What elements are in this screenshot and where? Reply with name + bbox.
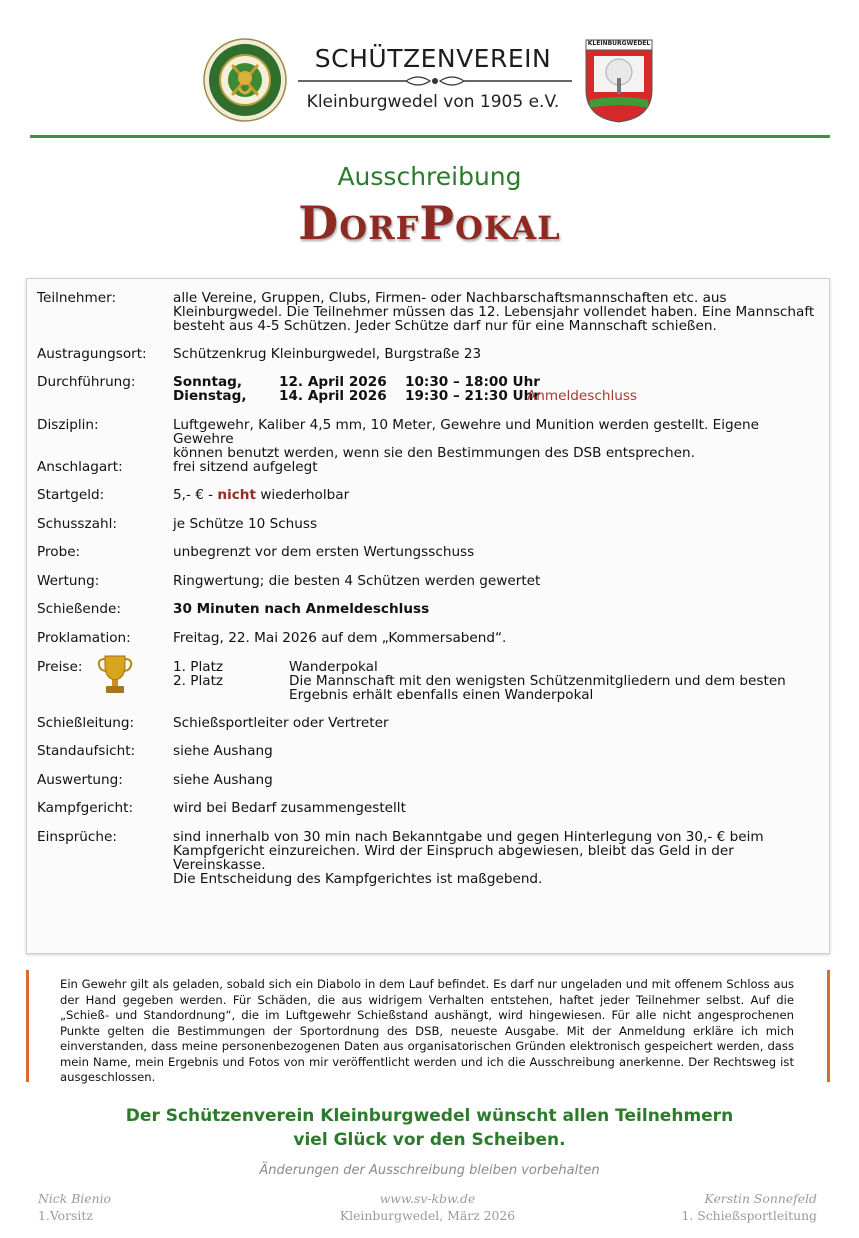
einsprueche-line: Kampfgericht einzureichen. Wird der Einspruch abgewiesen, bleibt das Geld in der Vereinskasse.: [173, 843, 734, 873]
prize-description: Ergebnis erhält ebenfalls einen Wanderpokal: [289, 687, 594, 703]
label-proklamation: Proklamation:: [37, 630, 131, 646]
prize-description: Die Mannschaft mit den wenigsten Schützenmitgliedern und dem besten: [289, 673, 786, 689]
club-name: SCHÜTZENVEREIN: [314, 44, 552, 73]
prize-place: 1. Platz: [173, 659, 224, 675]
einsprueche-line: sind innerhalb von 30 min nach Bekanntgabe und gegen Hinterlegung von 30,- € beim: [173, 829, 764, 845]
label-schiessende: Schießende:: [37, 601, 121, 617]
value-proklamation: Freitag, 22. Mai 2026 auf dem „Kommersabend“.: [173, 630, 507, 646]
teilnehmer-line: besteht aus 4-5 Schützen. Jeder Schütze darf nur für eine Mannschaft schießen.: [173, 318, 717, 334]
ornament-divider: [296, 72, 574, 90]
einsprueche-line: Die Entscheidung des Kampfgerichtes ist maßgebend.: [173, 871, 543, 887]
signature-right: [681, 1190, 817, 1224]
club-subtitle: Kleinburgwedel von 1905 e.V.: [306, 92, 560, 112]
value-durchfuehrung: [173, 375, 823, 403]
label-standaufsicht: Standaufsicht:: [37, 743, 136, 759]
prize-place: 2. Platz: [173, 673, 224, 689]
value-schiessende: 30 Minuten nach Anmeldeschluss: [173, 601, 430, 617]
footer-center: [300, 1190, 555, 1224]
value-disziplin: [173, 418, 823, 460]
teilnehmer-line: Kleinburgwedel. Die Teilnehmer müssen das 12. Lebensjahr vollendet haben. Eine Mannschaft: [173, 304, 815, 320]
label-wertung: Wertung:: [37, 573, 100, 589]
prize-row: [173, 660, 823, 674]
startgeld-amount: 5,- € -: [173, 487, 214, 503]
wish-line: viel Glück vor den Scheiben.: [293, 1130, 566, 1150]
value-austragungsort: Schützenkrug Kleinburgwedel, Burgstraße 23: [173, 346, 482, 362]
prize-description: Wanderpokal: [289, 659, 378, 675]
date-day: Sonntag,: [173, 374, 243, 390]
town-coat-of-arms: [584, 38, 654, 124]
disziplin-line: Luftgewehr, Kaliber 4,5 mm, 10 Meter, Gewehre und Munition werden gestellt. Eigene Gewehre: [173, 417, 759, 447]
row-preise: [37, 659, 817, 703]
value-einsprueche: [173, 830, 823, 886]
label-probe: Probe:: [37, 544, 81, 560]
disclaimer-box: [26, 968, 830, 1084]
coat-of-arms-label: KLEINBURGWEDEL: [587, 40, 651, 47]
date-date: 12. April 2026: [279, 374, 387, 390]
label-schiessleitung: Schießleitung:: [37, 715, 135, 731]
place-date: Kleinburgwedel, März 2026: [339, 1208, 516, 1223]
label-durchfuehrung: Durchführung:: [37, 374, 136, 390]
row-durchfuehrung: [37, 375, 817, 405]
value-schiessleitung: Schießsportleiter oder Vertreter: [173, 715, 389, 731]
date-time: 19:30 – 21:30 Uhr: [405, 388, 540, 404]
value-kampfgericht: wird bei Bedarf zusammengestellt: [173, 800, 406, 816]
event-name: DorfPokal: [298, 196, 561, 250]
label-startgeld: Startgeld:: [37, 487, 105, 503]
trophy-icon: [97, 652, 133, 696]
startgeld-highlight: nicht: [217, 487, 256, 503]
label-einsprueche: Einsprüche:: [37, 829, 117, 845]
date-time: 10:30 – 18:00 Uhr: [405, 374, 540, 390]
value-teilnehmer: [173, 291, 823, 333]
teilnehmer-line: alle Vereine, Gruppen, Clubs, Firmen- oder Nachbarschaftsmannschaften etc. aus: [173, 290, 727, 306]
header-divider: [30, 135, 830, 138]
wish-line: Der Schützenverein Kleinburgwedel wünscht allen Teilnehmern: [125, 1106, 734, 1126]
accent-bar-right: [827, 970, 830, 1082]
label-schusszahl: Schusszahl:: [37, 516, 117, 532]
value-anschlagart: frei sitzend aufgelegt: [173, 459, 318, 475]
registration-deadline-note: Anmeldeschluss: [527, 388, 638, 404]
changes-notice: Änderungen der Ausschreibung bleiben vorbehalten: [259, 1163, 600, 1178]
closing-wish: [0, 1104, 859, 1152]
label-austragungsort: Austragungsort:: [37, 346, 147, 362]
value-wertung: Ringwertung; die besten 4 Schützen werden gewertet: [173, 573, 541, 589]
signer-role: 1.Vorsitz: [38, 1208, 93, 1223]
disziplin-line: können benutzt werden, wenn sie den Bestimmungen des DSB entsprechen.: [173, 445, 695, 461]
label-teilnehmer: Teilnehmer:: [37, 290, 117, 306]
date-date: 14. April 2026: [279, 388, 387, 404]
value-standaufsicht: siehe Aushang: [173, 743, 273, 759]
tender-details: [26, 278, 830, 954]
date-row: [173, 375, 823, 389]
value-auswertung: siehe Aushang: [173, 772, 273, 788]
disclaimer-text: Ein Gewehr gilt als geladen, sobald sich ein Diabolo in dem Lauf befindet. Es darf nur ungeladen und mit offenem Schloss aus der Hand gegeben werden. Für Schäden, die aus widrigem Verhalten entstehen, haftet jeder Teilnehmer selbst. Auf die „Schieß- und Standordnung“, die im Luftgewehr Schießstand aushängt, wird hingewiesen. Für alle nicht angesprochenen Punkte gelten die Bestimmungen der Sportordnung des DSB, neueste Ausgabe. Mit der Anmeldung erkläre ich mich einverstanden, dass meine personenbezogenen Daten aus organisatorischen Gründen elektronisch gespeichert werden, dass mein Name, mein Ergebnis und Fotos von mir veröffentlicht werden und ich die Ausschreibung anerkenne. Der Rechtsweg ist ausgeschlossen.: [60, 977, 794, 1084]
label-auswertung: Auswertung:: [37, 772, 123, 788]
date-day: Dienstag,: [173, 388, 247, 404]
club-emblem-left: [203, 38, 287, 122]
signer-name: Nick Bienio: [38, 1191, 111, 1206]
accent-bar-left: [26, 970, 29, 1082]
page-title: Ausschreibung: [337, 162, 522, 191]
value-probe: unbegrenzt vor dem ersten Wertungsschuss: [173, 544, 475, 560]
website-link[interactable]: www.sv-kbw.de: [379, 1191, 476, 1206]
startgeld-suffix: wiederholbar: [260, 487, 350, 503]
value-schusszahl: je Schütze 10 Schuss: [173, 516, 318, 532]
label-kampfgericht: Kampfgericht:: [37, 800, 134, 816]
value-startgeld: [173, 488, 823, 502]
signature-left: [38, 1190, 111, 1224]
prize-row: [173, 674, 823, 688]
label-preise: Preise:: [37, 659, 83, 675]
prize-row: [173, 688, 823, 702]
value-preise: [173, 660, 823, 702]
label-anschlagart: Anschlagart:: [37, 459, 123, 475]
signer-name: Kerstin Sonnefeld: [704, 1191, 817, 1206]
signer-role: 1. Schießsportleitung: [681, 1208, 817, 1223]
label-disziplin: Disziplin:: [37, 417, 99, 433]
date-row: [173, 389, 823, 403]
